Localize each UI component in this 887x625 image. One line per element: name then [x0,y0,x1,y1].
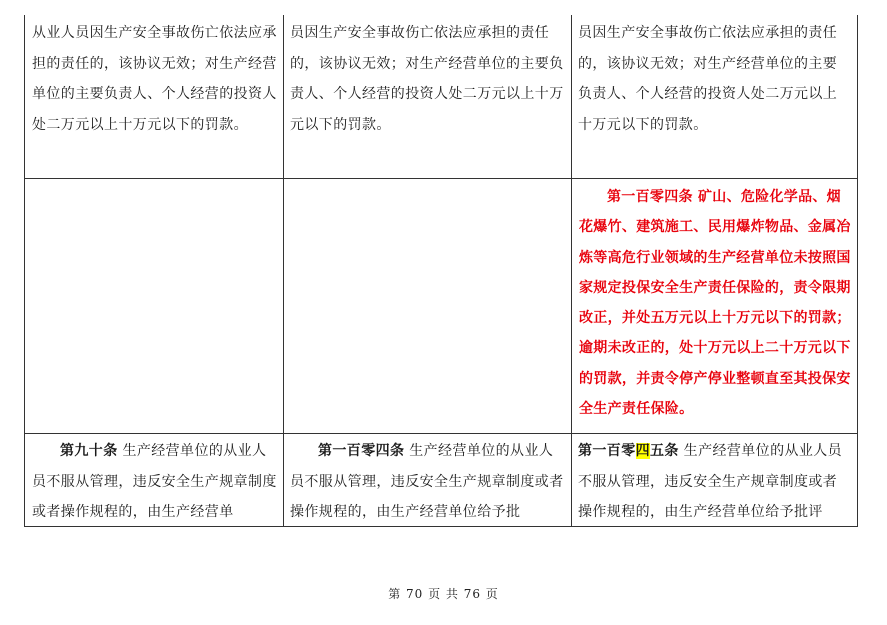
table-border [24,526,858,527]
row3-col3-cell [572,436,857,526]
row3-col1-cell [25,436,283,526]
row1-col2-cell: 员因生产安全事故伤亡依法应承担的责任的，该协议无效；对生产经营单位的主要负责人、个人经营的投资人处二万元以上十万元以下的罚款。 [290,25,564,133]
article-text: 生产经营单位的从业人员不服从管理，违反安全生产规章制度或者操作规程的，由生产经营单位给予批 [290,443,564,520]
article-number: 第九十条 [60,443,118,459]
highlighted-char: 四 [635,443,651,459]
comparison-table [24,15,858,527]
row3-col2-cell [284,436,571,526]
article-number: 第一百零四五条 [578,443,679,459]
table-border [857,15,858,527]
page-number-footer: 第 70 页 共 76 页 [388,587,499,601]
article-text: 生产经营单位的从业人员不服从管理，违反安全生产规章制度或者操作规程的，由生产经营单 [32,443,277,520]
table-border [24,178,858,179]
article-text: 生产经营单位的从业人员不服从管理，违反安全生产规章制度或者操作规程的，由生产经营单位给予批评 [578,443,843,520]
article-number: 第一百零四条 [318,443,405,459]
row1-col3-cell: 员因生产安全事故伤亡依法应承担的责任的，该协议无效；对生产经营单位的主要负责人、个人经营的投资人处二万元以上十万元以下的罚款。 [578,25,838,133]
table-border [24,433,858,434]
row2-col3-new-article: 第一百零四条 矿山、危险化学品、烟花爆竹、建筑施工、民用爆炸物品、金属冶炼等高危行业领域的生产经营单位未按照国家规定投保安全生产责任保险的，责令限期改正，并处五万元以上十万元以下的罚款；逾期未改正的，处十万元以上二十万元以下的罚款，并责令停产停业整顿直至其投保安全生产责任保险。 [579,189,851,418]
row1-col1-cell: 从业人员因生产安全事故伤亡依法应承担的责任的，该协议无效；对生产经营单位的主要负责人、个人经营的投资人处二万元以上十万元以下的罚款。 [32,25,277,133]
